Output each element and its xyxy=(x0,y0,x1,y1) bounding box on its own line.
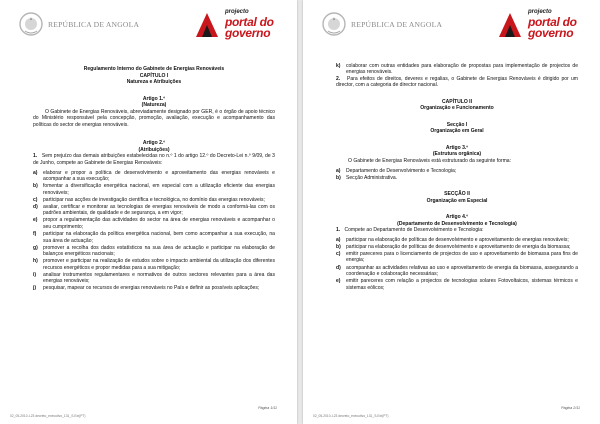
portal-logo xyxy=(496,8,588,42)
page-header xyxy=(18,8,285,42)
list-item xyxy=(33,197,275,204)
list-item-label: k) xyxy=(336,62,341,69)
list-item-label: i) xyxy=(33,271,37,278)
paragraph-2 xyxy=(336,76,578,89)
article-1-text: O Gabinete de Energias Renováveis, abreviadamente designado por GER, é o órgão de apoio técnico do Ministério responsável pela concepção, promoção, avaliação, execução e acompanhamento das políticas do sector de energias renováveis. xyxy=(33,108,275,128)
list-item-label: a) xyxy=(336,236,341,243)
document-page-2 xyxy=(303,0,600,424)
list-item xyxy=(336,237,578,244)
list-item-label: f) xyxy=(33,230,37,237)
section-1-heading: Secção I xyxy=(446,121,468,128)
section-2-subtitle: Organização em Especial xyxy=(426,197,488,204)
list-item-label: b) xyxy=(33,183,38,190)
chapter-1-heading: CAPÍTULO I xyxy=(139,72,169,79)
list-item xyxy=(336,175,578,182)
article-2-subtitle: (Atribuições) xyxy=(138,146,170,153)
list-item-text: pesquisar, mapear os recursos de energias renováveis no País e definir as possíveis aplicações; xyxy=(43,285,260,292)
logo-line-3: governo xyxy=(528,26,574,40)
page-1-body xyxy=(33,66,275,292)
logo-line-1: projecto xyxy=(528,9,552,15)
article-3-intro: O Gabinete de Energias Renováveis está estruturado da seguinte forma: xyxy=(348,157,511,164)
list-item-text: participar nas acções de investigação científica e tecnológica, no domínio das energias renováveis; xyxy=(43,196,265,203)
list-item-label: b) xyxy=(336,243,341,250)
article-1-heading: Artigo 1.º xyxy=(142,95,166,102)
list-item-text: colaborar com outras entidades para elaboração de propostas para implementação de projectos de energias renováveis. xyxy=(346,62,578,76)
list-item-label: c) xyxy=(33,196,38,203)
list-item xyxy=(336,251,578,264)
coat-of-arms-icon xyxy=(321,11,347,37)
list-item xyxy=(336,244,578,251)
page-2-body xyxy=(336,62,578,291)
list-item-text: participar na elaboração de políticas de desenvolvimento e aproveitamento de energia da biomassa; xyxy=(346,243,571,250)
article-3-list xyxy=(336,168,578,182)
article-3-heading: Artigo 3.º xyxy=(445,144,469,151)
article-2-intro-text: Sem prejuízo das demais atribuições estabelecidas no n.º 1 do artigo 12.º do Decreto-Lei n.º 9/09, de 3 de Junho, compete ao Gabinete de Energias Renováveis: xyxy=(33,153,275,167)
list-item xyxy=(336,168,578,175)
portal-logo xyxy=(193,8,285,42)
list-item xyxy=(33,217,275,230)
list-item-label: b) xyxy=(336,174,341,181)
article-4-intro xyxy=(336,227,578,234)
list-item-label: g) xyxy=(33,244,38,251)
page-number: Página 1/11 xyxy=(258,406,277,410)
chapter-1-subtitle: Natureza e Atribuições xyxy=(126,79,182,86)
logo-line-3: governo xyxy=(225,26,271,40)
article-4-number: 1. xyxy=(336,227,341,234)
portal-logo-text xyxy=(528,9,577,39)
list-item-label: d) xyxy=(336,264,341,271)
article-2-number: 1. xyxy=(33,153,38,160)
paragraph-2-text: Para efeitos de direitos, deveres e regalias, o Gabinete de Energias Renováveis é dirigido por um director, com a categoria de director nacional. xyxy=(336,75,578,89)
list-item xyxy=(33,285,275,292)
page-header xyxy=(321,8,588,42)
article-1-subtitle: (Natureza) xyxy=(141,102,167,109)
portal-logo-icon xyxy=(193,11,221,39)
list-item-text: emitir pareceres para o licenciamento de projectos de uso e aproveitamento de biomassa para fins de energia; xyxy=(346,250,578,264)
list-item xyxy=(33,231,275,244)
page-number: Página 2/11 xyxy=(561,406,580,410)
article-4-subtitle: (Departamento de Desenvolvimento e Tecnologia) xyxy=(397,220,517,227)
list-item xyxy=(33,245,275,258)
list-item-text: elaborar e propor a política de desenvolvimento e aproveitamento das energias renováveis e acompanhar a sua execução; xyxy=(43,169,275,183)
list-item xyxy=(33,170,275,183)
list-item-label: j) xyxy=(33,285,37,292)
list-item-text: avaliar, certificar e monitorar as tecnologias de energias renováveis de modo a conformá-las com os padrões ambientais, de qualidade e de segurança, a em vigor; xyxy=(43,203,275,217)
article-4-intro-text: Compete ao Departamento de Desenvolvimento e Tecnologia: xyxy=(344,227,484,234)
list-item-label: a) xyxy=(336,167,341,174)
list-item xyxy=(336,265,578,278)
article-4-list xyxy=(336,237,578,291)
chapter-2-heading: CAPÍTULO II xyxy=(441,98,472,105)
list-item xyxy=(336,63,578,76)
list-item-text: Departamento de Desenvolvimento e Tecnologia; xyxy=(346,167,457,174)
section-2-heading: SECÇÃO II xyxy=(444,191,470,198)
document-page-1 xyxy=(0,0,297,424)
republic-label: REPÚBLICA DE ANGOLA xyxy=(351,20,443,29)
list-item-text: participar na elaboração da política energética nacional, bem como acompanhar a sua execução, na sua área de actuação; xyxy=(43,230,275,244)
list-item-text: fomentar a diversificação energética nacional, em especial com a utilização eficiente das energias renováveis; xyxy=(43,183,275,196)
portal-logo-text xyxy=(225,9,274,39)
list-item-label: d) xyxy=(33,203,38,210)
document-reference: 02_05-2010-I-23 decreto_executivo_131_S.Ext(PT) xyxy=(313,414,389,418)
article-4-heading: Artigo 4.º xyxy=(445,214,469,221)
list-item-label: e) xyxy=(336,278,341,285)
article-2-list xyxy=(33,170,275,292)
coat-of-arms-icon xyxy=(18,11,44,37)
list-item xyxy=(33,204,275,217)
article-3-subtitle: (Estrutura orgânica) xyxy=(432,151,482,158)
document-title: Regulamento Interno do Gabinete de Energias Renováveis xyxy=(83,66,225,72)
list-item-label: h) xyxy=(33,258,38,265)
list-item xyxy=(33,183,275,196)
list-item-label: c) xyxy=(336,250,341,257)
list-item-text: promover e participar na realização de estudos sobre o impacto ambiental da utilização dos diferentes recursos energéticos e propor medidas para a sua mitigação; xyxy=(43,258,275,271)
list-item-label: a) xyxy=(33,169,38,176)
logo-line-2: portal do xyxy=(528,15,577,29)
paragraph-2-number: 2. xyxy=(336,75,341,82)
list-item-text: promover a recolha dos dados estatísticos na sua área de actuação e participar na elaboração de balanços energéticos nacionais; xyxy=(43,244,275,258)
portal-logo-icon xyxy=(496,11,524,39)
section-1-subtitle: Organização em Geral xyxy=(430,128,484,135)
list-item-label: e) xyxy=(33,217,38,224)
list-item-text: emitir pareceres com relação a projectos de tecnologias solares Fotovoltaicos, sistemas térmicos e sistemas eólicos; xyxy=(346,278,578,291)
list-item-text: analisar instrumentos regulamentares e normativos de outros sectores relevantes para a área das energias renováveis; xyxy=(43,271,275,285)
list-item xyxy=(336,278,578,291)
article-2-intro xyxy=(33,153,275,166)
republic-label: REPÚBLICA DE ANGOLA xyxy=(48,20,140,29)
document-reference: 02_05-2010-I-23 decreto_executivo_131_S.Ext(PT) xyxy=(10,414,86,418)
chapter-2-subtitle: Organização e Funcionamento xyxy=(420,105,494,112)
list-item xyxy=(33,272,275,285)
article-2-heading: Artigo 2.º xyxy=(142,140,166,147)
list-item-text: Secção Administrativa. xyxy=(346,174,398,181)
list-item xyxy=(33,258,275,271)
list-item-text: participar na elaboração de políticas de desenvolvimento e aproveitamento de energias renováveis; xyxy=(346,236,569,243)
logo-line-2: portal do xyxy=(225,15,274,29)
list-item-text: acompanhar as actividades relativas ao uso e aproveitamento de energia da biomassa, assegurando a coordenação e colaboração necessárias; xyxy=(346,264,578,278)
list-item-text: propor a regulamentação das actividades do sector na área de energias renováveis e acompanhar o seu cumprimento; xyxy=(43,217,275,230)
logo-line-1: projecto xyxy=(225,9,249,15)
